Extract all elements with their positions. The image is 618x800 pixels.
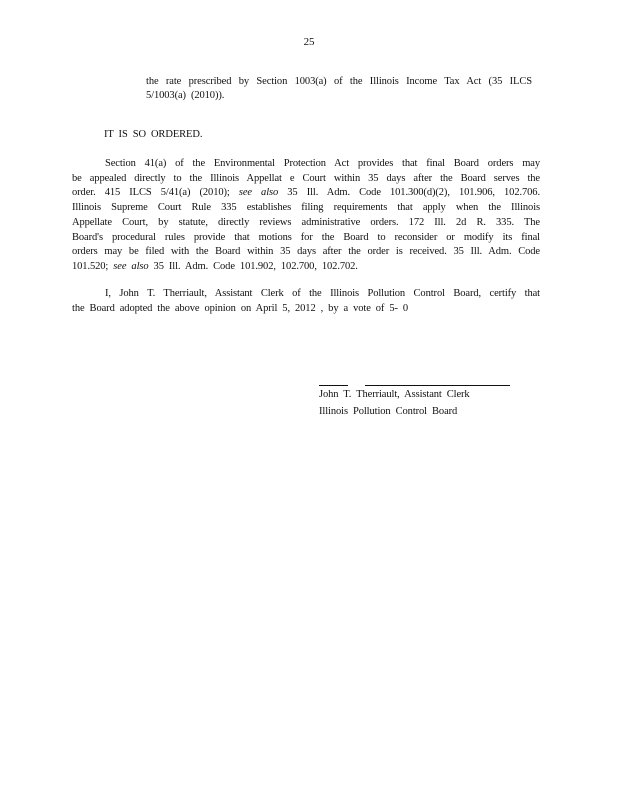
appeal-paragraph bbox=[72, 157, 540, 275]
quote-line: the rate prescribed by Section 1003(a) of the Illinois Income Tax Act (35 ILCS bbox=[146, 76, 532, 87]
quote-line: 5/1003(a) (2010)). bbox=[146, 90, 225, 101]
see-also-citation: see also bbox=[238, 187, 279, 199]
page-number: 25 bbox=[303, 36, 315, 48]
signature-line-long bbox=[365, 379, 510, 386]
paragraph-line bbox=[72, 260, 540, 275]
signature-block bbox=[319, 379, 510, 419]
paragraph-line: Section 41(a) of the Environmental Protection Act provides that final Board orders may bbox=[105, 158, 540, 169]
paragraph-line bbox=[72, 186, 540, 201]
signature-org: Illinois Pollution Control Board bbox=[319, 406, 458, 417]
paragraph-line: Illinois Supreme Court Rule 335 establishes filing requirements that apply when the Illinois bbox=[72, 202, 540, 214]
block-quote bbox=[146, 75, 532, 103]
so-ordered-statement: IT IS SO ORDERED. bbox=[104, 129, 203, 140]
citation-text: 35 Ill. Adm. Code 101.300(d)(2), 101.906, 102.706. bbox=[278, 187, 540, 199]
citation-text: 35 Ill. Adm. Code 101.902, 102.700, 102.702. bbox=[148, 260, 358, 272]
see-also-citation: see also bbox=[113, 260, 149, 272]
certification-paragraph bbox=[72, 287, 540, 316]
certification-line: the Board adopted the above opinion on April 5, 2012 , by a vote of 5- 0 bbox=[72, 302, 409, 314]
paragraph-line: orders may be filed with the Board within 35 days after the order is received. 35 Ill. Adm. Code bbox=[72, 246, 540, 258]
citation-text: 101.520; bbox=[72, 260, 114, 272]
signature-name: John T. Therriault, Assistant Clerk bbox=[319, 389, 470, 400]
signature-line-short bbox=[319, 379, 348, 386]
citation-text: order. 415 ILCS 5/41(a) (2010); bbox=[72, 187, 239, 199]
certification-line: I, John T. Therriault, Assistant Clerk of the Illinois Pollution Control Board, certify that bbox=[105, 288, 540, 299]
paragraph-line: be appealed directly to the Illinois Appellat e Court within 35 days after the Board serves the bbox=[72, 172, 540, 184]
signature-rules bbox=[319, 379, 510, 385]
paragraph-line: Board's procedural rules provide that motions for the Board to reconsider or modify its final bbox=[72, 231, 540, 243]
paragraph-line: Appellate Court, by statute, directly reviews administrative orders. 172 Ill. 2d R. 335. The bbox=[72, 216, 540, 228]
